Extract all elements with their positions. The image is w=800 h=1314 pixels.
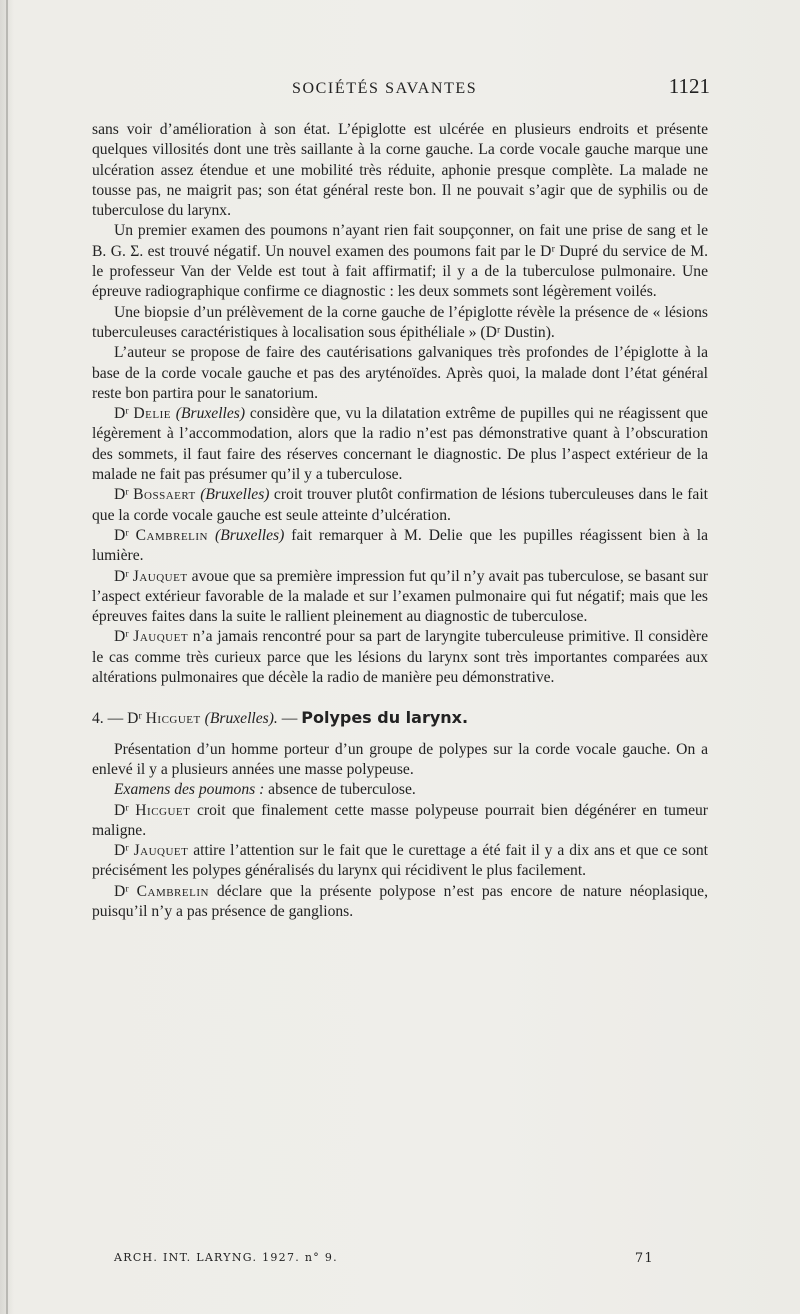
- doctor-city: (Bruxelles): [200, 486, 270, 504]
- doctor-name: Delie: [133, 405, 172, 423]
- paragraph-text: déclare que la présente polypose n’est pas encore de nature néoplasique, puisqu’il n’y a pas présence de ganglions.: [92, 882, 708, 920]
- paragraph-text: absence de tuberculose.: [264, 781, 416, 799]
- section-spacer: [92, 730, 708, 740]
- page-edge: [6, 0, 8, 1314]
- discussion-paragraph: [92, 404, 708, 485]
- discussion-paragraph: [92, 627, 708, 688]
- paragraph-text: croit trouver plutôt confirmation de lésions tuberculeuses dans le fait que la corde vocale gauche est seule atteinte d’ulcération.: [92, 486, 708, 524]
- article-body: [92, 120, 708, 922]
- running-title: SOCIÉTÉS SAVANTES: [292, 80, 478, 97]
- journal-reference: ARCH. INT. LARYNG. 1927. n° 9.: [114, 1251, 338, 1264]
- discussion-paragraph: [92, 485, 708, 526]
- paragraph-text: fait remarquer à M. Delie que les pupilles réagissent bien à la lumière.: [92, 526, 709, 565]
- discussion-paragraph: [92, 567, 708, 628]
- doctor-city: (Bruxelles).: [204, 710, 278, 728]
- section-number: 4. —: [92, 710, 124, 728]
- paragraph-text: considère que, vu la dilatation extrême de pupilles qui ne réagissent que légèrement à l’accommodation, alors que la radio n’est pas démonstrative quant à l’obscuration des sommets, il faut faire des réserves concernant le diagnostic. De plus l’aspect extérieur de la malade ne fait pas présumer qu’il y a tuberculose.: [92, 405, 708, 484]
- discussion-paragraph: [92, 882, 708, 923]
- doctor-city: (Bruxelles): [215, 526, 285, 544]
- paragraph: L’auteur se propose de faire des cautérisations galvaniques très profondes de l’épiglotte à la base de la corde vocale gauche et pas des aryténoïdes. Après quoi, la malade dont l’état général reste bon partira pour le sanatorium.: [92, 344, 708, 402]
- discussion-paragraph: [92, 801, 708, 842]
- heading-dash: —: [277, 710, 298, 728]
- doctor-title: Dʳ: [114, 567, 129, 585]
- doctor-name: Cambrelin: [136, 882, 209, 900]
- discussion-paragraph: [92, 841, 708, 882]
- paragraph: Une biopsie d’un prélèvement de la corne gauche de l’épiglotte révèle la présence de « lésions tuberculeuses caractéristiques à localisation sous épithéliale » (Dʳ Dustin).: [92, 303, 708, 341]
- paragraph-text: croit que finalement cette masse polypeuse pourrait bien dégénérer en tumeur maligne.: [92, 801, 708, 839]
- page-footer: [92, 1251, 692, 1271]
- section-spacer: [92, 688, 708, 708]
- section-heading: [92, 708, 708, 729]
- doctor-title: Dʳ: [127, 710, 142, 728]
- doctor-name: Jauquet: [133, 628, 189, 646]
- doctor-name: Jauquet: [132, 567, 188, 585]
- discussion-paragraph: [92, 526, 708, 567]
- doctor-title: Dʳ: [114, 405, 129, 423]
- doctor-name: Jauquet: [133, 842, 189, 860]
- sheet-number: 71: [634, 1251, 654, 1266]
- paragraph: sans voir d’amélioration à son état. L’épiglotte est ulcérée en plusieurs endroits et présente quelques villosités dont une très saillante à la corne gauche. La corde vocale gauche marque une ulcération assez étendue et une mobilité très réduite, aphonie presque complète. La malade ne tousse pas, ne maigrit pas; son état général reste bon. Il ne pouvait s’agir que de syphilis ou de tuberculose du larynx.: [92, 121, 708, 220]
- running-header: [92, 76, 712, 106]
- paragraph-text: avoue que sa première impression fut qu’il n’y avait pas tuberculose, se basant sur l’aspect extérieur favorable de la malade et sur l’examen pulmonaire qui fut négatif; mais que les épreuves faites dans la suite le rallient pleinement au diagnostic de tuberculose.: [92, 567, 708, 626]
- doctor-title: Dʳ: [114, 882, 129, 900]
- doctor-name: Hicguet: [145, 710, 201, 728]
- page-number: 1121: [668, 74, 710, 98]
- doctor-city: (Bruxelles): [175, 405, 246, 423]
- doctor-title: Dʳ: [114, 526, 129, 544]
- paragraph-text: attire l’attention sur le fait que le curettage a été fait il y a dix ans et que ce sont précisément les polypes généralisés du larynx qui récidivent le plus facilement.: [92, 842, 708, 880]
- doctor-name: Bossaert: [133, 486, 196, 504]
- paragraph: Un premier examen des poumons n’ayant rien fait soupçonner, on fait une prise de sang et le B. G. Σ. est trouvé négatif. Un nouvel examen des poumons fait par le Dʳ Dupré du service de M. le professeur Van der Velde est tout à fait affirmatif; il y a de la tuberculose pulmonaire. Une épreuve radiographique confirme ce diagnostic : les deux sommets sont légèrement voilés.: [92, 222, 708, 301]
- doctor-title: Dʳ: [114, 628, 129, 646]
- doctor-name: Hicguet: [135, 801, 191, 819]
- paragraph: [92, 780, 708, 800]
- section-title: Polypes du larynx.: [301, 708, 469, 728]
- exam-label: Examens des poumons :: [114, 781, 265, 799]
- paragraph-text: n’a jamais rencontré pour sa part de laryngite tuberculeuse primitive. Il considère le cas comme très curieux parce que les lésions du larynx sont très importantes comparées aux altérations pulmonaires que décèle la radio de manière peu démonstrative.: [92, 628, 708, 687]
- doctor-title: Dʳ: [114, 842, 129, 860]
- doctor-title: Dʳ: [114, 486, 129, 504]
- doctor-name: Cambrelin: [135, 526, 209, 544]
- paragraph: Présentation d’un homme porteur d’un groupe de polypes sur la corde vocale gauche. On a enlevé il y a plusieurs années une masse polypeuse.: [92, 740, 708, 778]
- doctor-title: Dʳ: [114, 801, 129, 819]
